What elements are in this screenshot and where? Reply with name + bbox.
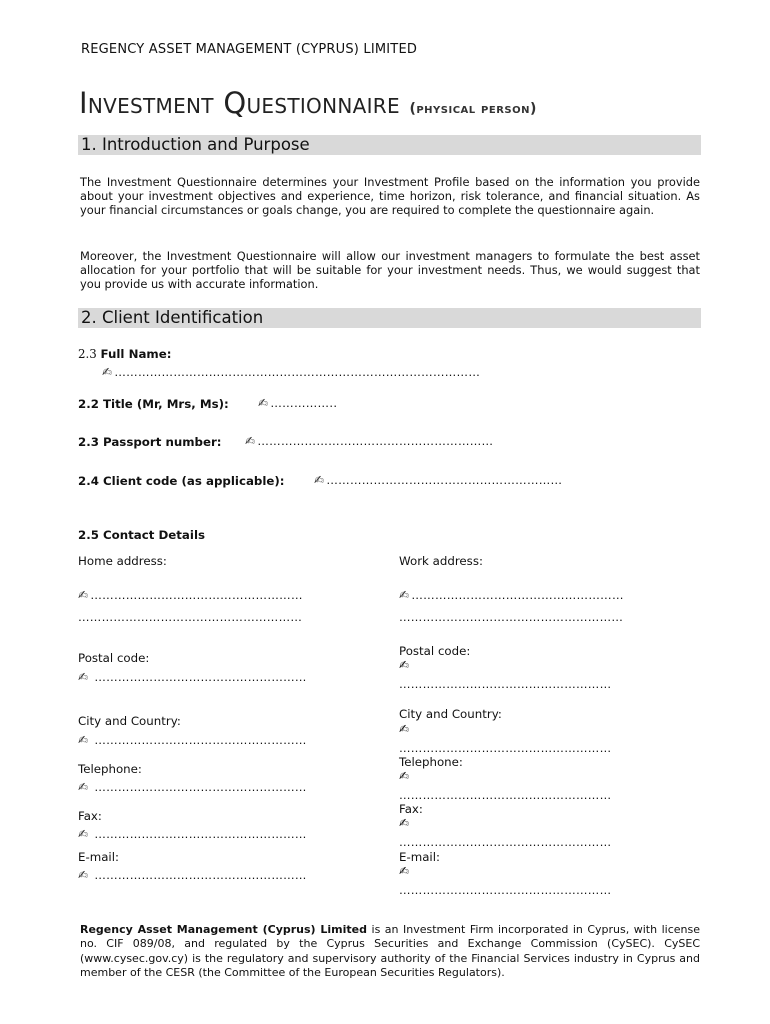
pen-icon: ✍ [78, 588, 89, 602]
work-address-label: Work address: [399, 554, 483, 568]
home-address-label: Home address: [78, 554, 167, 568]
home-fax-dots: ……………………………………………… [94, 827, 307, 841]
pen-icon: ✍ [78, 670, 89, 684]
pen-icon: ✍ [78, 827, 89, 841]
pen-icon: ✍ [399, 769, 410, 783]
footer-text: is an Investment Firm incorporated in Cyprus, with license no. CIF 089/08, and regulated by the Cyprus Securities and Exchange Commission (CySEC). CySEC (www.cysec.gov.cy) is the regulatory and supervisory authority of the Financial Services industry in Cyprus and member of the CESR (the Committee of the European Securities Regulators). [80, 923, 700, 980]
home-email-label: E-mail: [78, 850, 119, 864]
page-title-main: Investment Questionnaire [79, 86, 400, 120]
home-postal-code-dots: ……………………………………………… [94, 670, 307, 684]
home-fax-field[interactable] [78, 827, 378, 841]
home-email-field[interactable] [78, 868, 378, 882]
work-city-country-dots: ……………………………………………… [399, 741, 612, 755]
work-fax-field[interactable] [399, 835, 699, 849]
pen-icon: ✍ [78, 780, 89, 794]
full-name-label [78, 347, 171, 361]
company-header: REGENCY ASSET MANAGEMENT (CYPRUS) LIMITED [81, 42, 418, 57]
work-email-field[interactable] [399, 883, 699, 897]
intro-paragraph-2: Moreover, the Investment Questionnaire will allow our investment managers to formulate the best asset allocation for your portfolio that will be suitable for your investment needs. Thus, we would suggest that you provide us with accurate information. [80, 249, 700, 292]
pen-icon: ✍ [78, 733, 89, 747]
home-email-dots: ……………………………………………… [94, 868, 307, 882]
work-fax-label: Fax: [399, 802, 423, 816]
home-postal-code-label: Postal code: [78, 651, 150, 665]
title-label [78, 397, 229, 411]
work-telephone-label: Telephone: [399, 755, 463, 769]
home-city-country-dots: ……………………………………………… [94, 733, 307, 747]
pen-icon: ✍ [245, 434, 256, 448]
home-city-country-field[interactable] [78, 733, 378, 747]
full-name-field[interactable] [102, 365, 622, 379]
home-address-dots-2: ……………………………………………… [78, 610, 291, 624]
work-city-country-field[interactable] [399, 741, 699, 755]
home-telephone-dots: ……………………………………………… [94, 780, 307, 794]
title-label-text: 2.2 Title (Mr, Mrs, Ms): [78, 397, 229, 411]
pen-icon: ✍ [102, 365, 113, 379]
home-telephone-label: Telephone: [78, 762, 142, 776]
work-postal-code-dots: ……………………………………………… [399, 677, 612, 691]
work-address-dots-2: ……………………………………………… [399, 610, 612, 624]
home-telephone-field[interactable] [78, 780, 378, 794]
work-telephone-field[interactable] [399, 788, 699, 802]
home-address-field-line2[interactable]: ………………………………………………… [78, 610, 303, 624]
pen-icon: ✍ [399, 588, 410, 602]
client-code-dots: …………………………………………………… [326, 473, 563, 487]
work-address-field-line2[interactable]: ………………………………………………… [399, 610, 624, 624]
work-postal-code-label: Postal code: [399, 644, 471, 658]
footer-disclaimer [80, 923, 700, 981]
home-city-country-label: City and Country: [78, 714, 181, 728]
client-code-label-text: 2.4 Client code (as applicable): [78, 474, 285, 488]
contact-details-heading: 2.5 Contact Details [78, 528, 206, 542]
client-code-field[interactable] [314, 473, 654, 487]
work-address-field-line1[interactable] [399, 588, 699, 602]
home-address-dots-1: ……………………………………………… [90, 588, 303, 602]
work-email-label: E-mail: [399, 850, 440, 864]
passport-field[interactable] [245, 434, 585, 448]
pen-icon: ✍ [399, 658, 410, 672]
section-heading-introduction: 1. Introduction and Purpose [78, 135, 701, 155]
page-title-sub: (physical person) [409, 101, 537, 117]
pen-icon: ✍ [399, 722, 410, 736]
home-address-field-line1[interactable] [78, 588, 378, 602]
work-postal-code-field[interactable] [399, 677, 699, 691]
full-name-number: 2.3 [78, 347, 97, 361]
work-address-dots-1: ……………………………………………… [411, 588, 624, 602]
pen-icon: ✍ [399, 864, 410, 878]
pen-icon: ✍ [314, 473, 325, 487]
passport-label [78, 435, 222, 449]
passport-label-text: 2.3 Passport number: [78, 435, 222, 449]
work-telephone-dots: ……………………………………………… [399, 788, 612, 802]
title-field[interactable] [258, 396, 378, 410]
full-name-label-text: Full Name: [100, 347, 172, 361]
full-name-dots: ………………………………………………………………………………… [114, 365, 481, 379]
home-postal-code-field[interactable] [78, 670, 378, 684]
pen-icon: ✍ [258, 396, 269, 410]
section-heading-client-identification: 2. Client Identification [78, 308, 701, 328]
footer-company-name: Regency Asset Management (Cyprus) Limited [80, 923, 368, 936]
work-fax-dots: ……………………………………………… [399, 835, 612, 849]
work-city-country-label: City and Country: [399, 707, 502, 721]
work-email-dots: ……………………………………………… [399, 883, 612, 897]
page-title [79, 86, 537, 120]
title-dots: …………….. [270, 396, 338, 410]
pen-icon: ✍ [78, 868, 89, 882]
pen-icon: ✍ [399, 816, 410, 830]
home-fax-label: Fax: [78, 809, 102, 823]
intro-paragraph-1: The Investment Questionnaire determines your Investment Profile based on the information you provide about your investment objectives and experience, time horizon, risk tolerance, and financial situation. As your financial circumstances or goals change, you are required to complete the questionnaire again. [80, 175, 700, 218]
client-code-label [78, 474, 285, 488]
passport-dots: …………………………………………………… [257, 434, 494, 448]
